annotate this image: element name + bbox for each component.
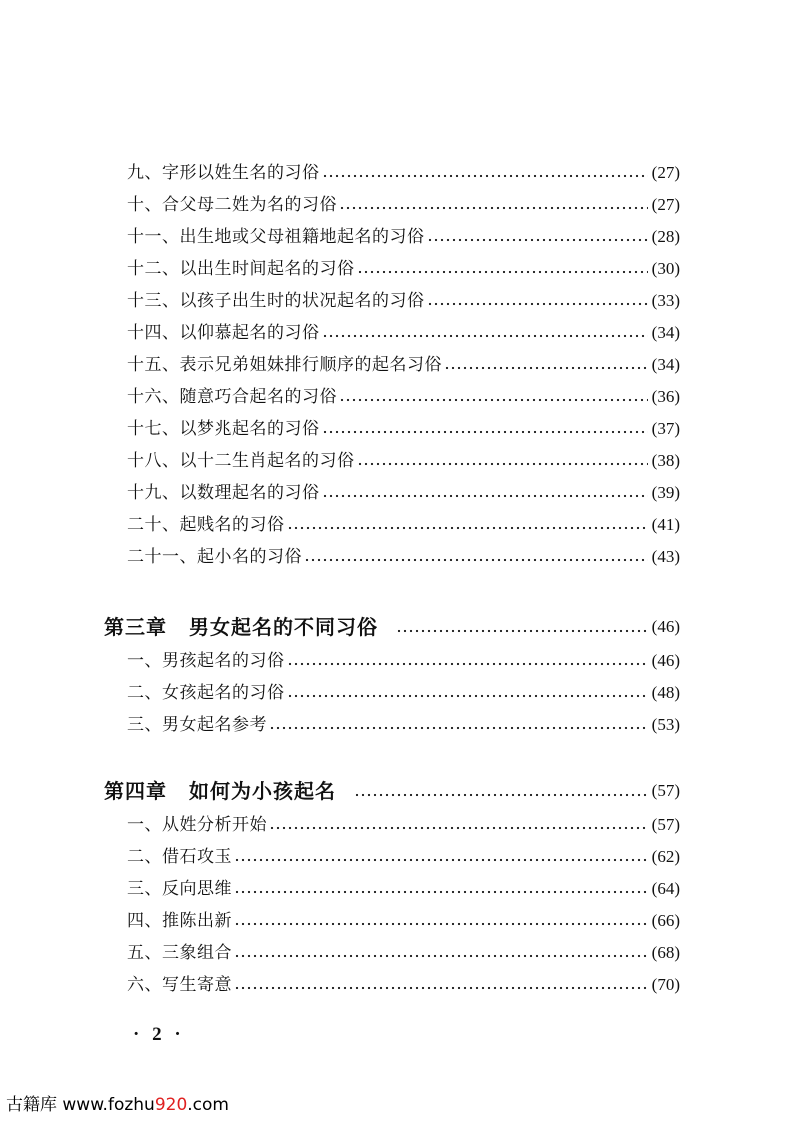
toc-entry-title: 六、写生寄意 — [127, 975, 232, 995]
toc-entry-title: 二十、起贱名的习俗 — [127, 515, 285, 535]
dot-leader — [357, 462, 648, 466]
toc-entry-title: 十七、以梦兆起名的习俗 — [127, 419, 320, 439]
dot-leader — [234, 890, 648, 894]
watermark-suffix: .com — [187, 1095, 229, 1115]
chapter-heading[interactable] — [104, 609, 680, 639]
toc-entry-page: (37) — [651, 419, 680, 438]
toc-entry-page: (33) — [651, 291, 680, 310]
chapter-page-number: (57) — [651, 781, 680, 800]
chapter-label: 第三章 — [104, 615, 167, 639]
dot-leader — [234, 858, 648, 862]
toc-entry-title: 十九、以数理起名的习俗 — [127, 483, 320, 503]
toc-entry-title: 一、男孩起名的习俗 — [127, 651, 285, 671]
dot-leader — [287, 694, 648, 698]
toc-entry[interactable] — [127, 510, 680, 536]
dot-leader — [339, 206, 648, 210]
toc-entry-page: (28) — [651, 227, 680, 246]
toc-entry-title: 十四、以仰慕起名的习俗 — [127, 323, 320, 343]
dot-leader — [234, 986, 648, 990]
dot-leader — [427, 302, 648, 306]
toc-entry-page: (38) — [651, 451, 680, 470]
dot-leader — [427, 238, 648, 242]
toc-entry-page: (34) — [651, 355, 680, 374]
toc-entry-page: (48) — [651, 683, 680, 702]
dot-leader — [304, 558, 648, 562]
toc-entry-title: 十、合父母二姓为名的习俗 — [127, 195, 337, 215]
toc-entry-page: (27) — [651, 195, 680, 214]
toc-entry-title: 二、女孩起名的习俗 — [127, 683, 285, 703]
toc-entry-page: (53) — [651, 715, 680, 734]
dot-leader — [269, 726, 648, 730]
toc-entry[interactable] — [127, 254, 680, 280]
toc-entry-title: 二十一、起小名的习俗 — [127, 547, 302, 567]
dot-leader — [234, 954, 648, 958]
toc-entry-page: (41) — [651, 515, 680, 534]
toc-entry-title: 十五、表示兄弟姐妹排行顺序的起名习俗 — [127, 355, 442, 375]
dot-leader — [339, 398, 648, 402]
toc-entry-title: 五、三象组合 — [127, 943, 232, 963]
dot-leader — [444, 366, 648, 370]
dot-leader — [396, 629, 648, 633]
toc-entry-title: 九、字形以姓生名的习俗 — [127, 163, 320, 183]
dot-leader — [354, 793, 648, 797]
toc-entry[interactable] — [127, 970, 680, 996]
chapter-title: 如何为小孩起名 — [189, 779, 336, 803]
toc-entry-page: (34) — [651, 323, 680, 342]
toc-entry[interactable] — [127, 414, 680, 440]
chapter-label: 第四章 — [104, 779, 167, 803]
toc-entry-title: 三、男女起名参考 — [127, 715, 267, 735]
toc-entry[interactable] — [127, 810, 680, 836]
toc-entry[interactable] — [127, 938, 680, 964]
toc-entry-page: (39) — [651, 483, 680, 502]
toc-entry[interactable] — [127, 350, 680, 376]
dot-leader — [287, 662, 648, 666]
watermark — [6, 1090, 229, 1115]
toc-entry[interactable] — [127, 906, 680, 932]
page-number: · 2 · — [133, 1024, 185, 1045]
toc-entry[interactable] — [127, 478, 680, 504]
toc-entry[interactable] — [127, 874, 680, 900]
toc-entry-title: 十一、出生地或父母祖籍地起名的习俗 — [127, 227, 425, 247]
chapter-heading[interactable] — [104, 773, 680, 803]
toc-entry-page: (68) — [651, 943, 680, 962]
dot-leader — [322, 174, 648, 178]
toc-entry-title: 一、从姓分析开始 — [127, 815, 267, 835]
toc-entry-title: 十二、以出生时间起名的习俗 — [127, 259, 355, 279]
watermark-prefix: 古籍库 www.fozhu — [6, 1095, 155, 1115]
chapter-page-number: (46) — [651, 617, 680, 636]
toc-entry-title: 十八、以十二生肖起名的习俗 — [127, 451, 355, 471]
toc-entry-page: (27) — [651, 163, 680, 182]
toc-entry-page: (30) — [651, 259, 680, 278]
toc-entry-title: 十三、以孩子出生时的状况起名的习俗 — [127, 291, 425, 311]
toc-entry-title: 四、推陈出新 — [127, 911, 232, 931]
toc-entry[interactable] — [127, 446, 680, 472]
toc-entry[interactable] — [127, 286, 680, 312]
toc-entry[interactable] — [127, 222, 680, 248]
toc-entry-page: (62) — [651, 847, 680, 866]
toc-entry[interactable] — [127, 190, 680, 216]
dot-leader — [357, 270, 648, 274]
toc-entry-page: (57) — [651, 815, 680, 834]
watermark-number: 920 — [154, 1095, 188, 1115]
toc-entry-page: (36) — [651, 387, 680, 406]
toc-entry[interactable] — [127, 646, 680, 672]
dot-leader — [322, 334, 648, 338]
toc-entry-page: (66) — [651, 911, 680, 930]
toc-entry[interactable] — [127, 678, 680, 704]
dot-leader — [287, 526, 648, 530]
dot-leader — [322, 430, 648, 434]
toc-entry[interactable] — [127, 710, 680, 736]
toc-entry[interactable] — [127, 382, 680, 408]
dot-leader — [269, 826, 648, 830]
toc-entry-title: 三、反向思维 — [127, 879, 232, 899]
chapter-title: 男女起名的不同习俗 — [189, 615, 378, 639]
dot-leader — [322, 494, 648, 498]
toc-entry[interactable] — [127, 158, 680, 184]
toc-entry[interactable] — [127, 842, 680, 868]
toc-entry-title: 二、借石攻玉 — [127, 847, 232, 867]
toc-entry[interactable] — [127, 318, 680, 344]
toc-entry[interactable] — [127, 542, 680, 568]
dot-leader — [234, 922, 648, 926]
toc-entry-page: (70) — [651, 975, 680, 994]
toc-entry-page: (46) — [651, 651, 680, 670]
toc-entry-page: (43) — [651, 547, 680, 566]
toc-entry-title: 十六、随意巧合起名的习俗 — [127, 387, 337, 407]
toc-entry-page: (64) — [651, 879, 680, 898]
